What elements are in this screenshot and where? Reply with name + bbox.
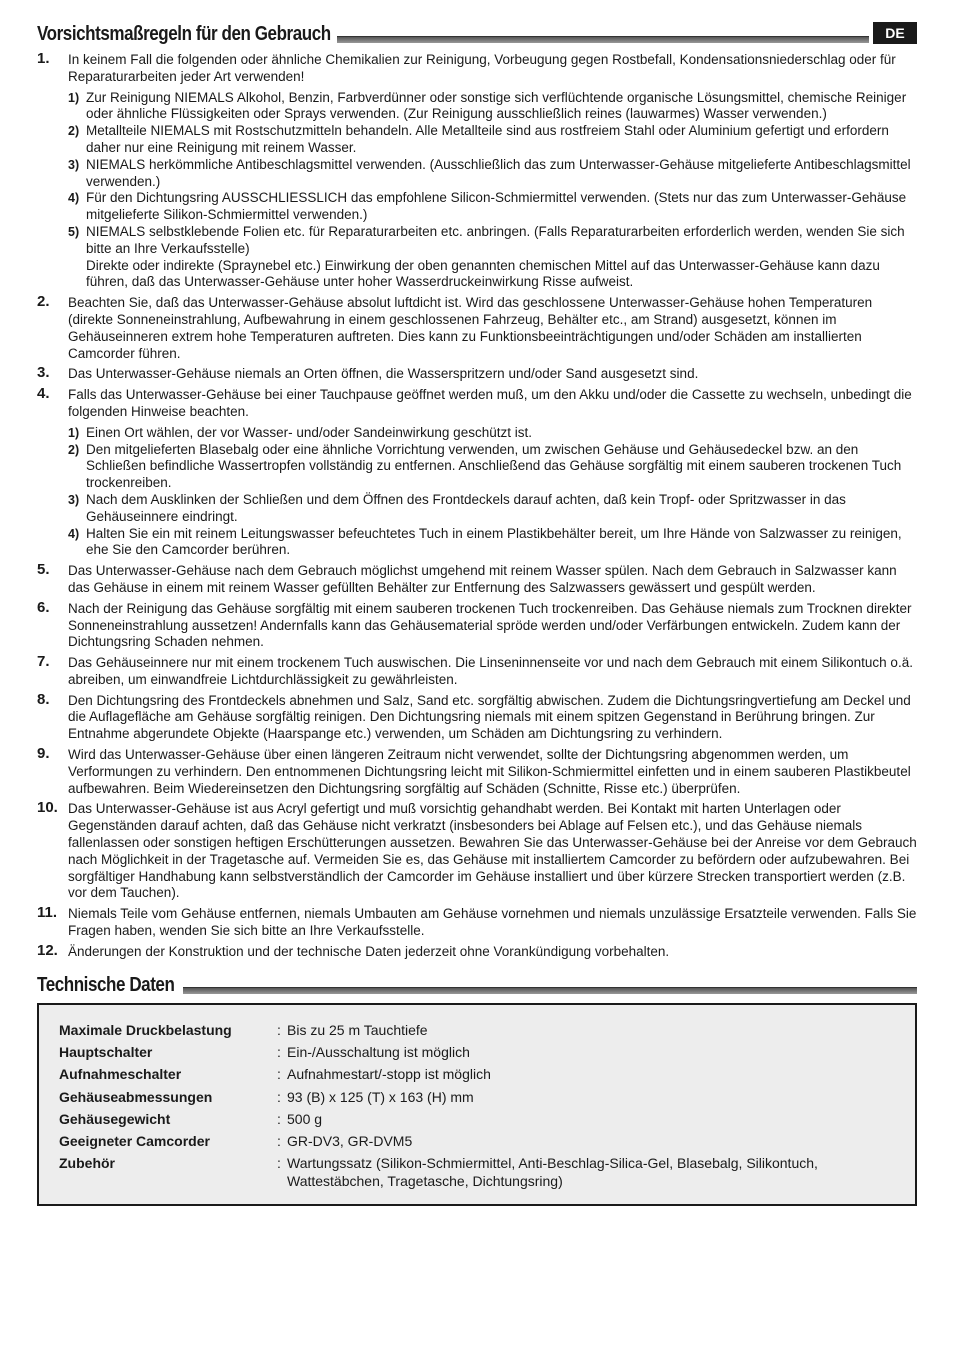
sub-item <box>68 425 917 442</box>
spec-row <box>59 1108 895 1130</box>
spec-value: Wartungssatz (Silikon-Schmiermittel, Anti-Beschlag-Silica-Gel, Blasebalg, Silikontuch, Wattestäbchen, Tragetasche, Dichtungsring) <box>287 1155 818 1190</box>
item-number: 4. <box>37 385 50 403</box>
spec-value-cell <box>277 1086 895 1108</box>
list-item <box>37 690 917 743</box>
spec-separator: : <box>277 1021 281 1038</box>
spec-value-cell <box>277 1063 895 1085</box>
sub-item-number: 4) <box>68 191 80 206</box>
list-item <box>37 563 917 597</box>
sub-item <box>68 123 917 157</box>
specs-table <box>37 1003 917 1207</box>
spec-row <box>59 1152 895 1192</box>
item-text: Das Unterwasser-Gehäuse nach dem Gebrauch möglichst umgehend mit reinem Wasser spülen. Nach dem Gebrauch in Salzwasser kann das Gehäuse in einem mit reinem Wasser gefüllten Behälter zur Entfernung des Salzwassers gewässert und gespült werden. <box>68 563 897 595</box>
spec-label: Zubehör <box>59 1155 115 1172</box>
spec-separator: : <box>277 1043 281 1060</box>
spec-label: Maximale Druckbelastung <box>59 1021 232 1038</box>
sub-item <box>68 90 917 124</box>
spec-value-cell <box>277 1041 895 1063</box>
sub-item-text: Metallteile NIEMALS mit Rostschutzmitteln behandeln. Alle Metallteile sind aus rostfreiem Stahl oder Aluminium gefertigt und erfordern daher nur eine Reinigung mit reinem Wasser. <box>86 123 889 155</box>
sub-item-text: NIEMALS herkömmliche Antibeschlagsmittel verwenden. (Ausschließlich das zum Unterwasser-Gehäuse mitgelieferte Antibeschlagsmittel verwenden.) <box>86 156 911 189</box>
sub-item <box>68 157 917 191</box>
spec-row <box>59 1063 895 1085</box>
spec-value: Aufnahmestart/-stopp ist möglich <box>287 1066 491 1083</box>
item-text: Wird das Unterwasser-Gehäuse über einen längeren Zeitraum nicht verwendet, sollte der Dichtungsring abgenommen werden, um Verformungen zu verhindern. Den entnommenen Dichtungsring leicht mit Silikon-Schmiermittel einfetten und in einem sauberen Plastikbeutel aufbewahren. Beim Wiedereinsetzen den Dichtungsring sorgfältig auf Schäden (Schnitte, Risse etc.) überprüfen. <box>68 747 911 796</box>
item-text: Nach der Reinigung das Gehäuse sorgfältig mit einem sauberen trockenen Tuch trockenreiben. Das Gehäuse niemals zum Trocknen direkter Sonneneinstrahlung aussetzen! Andernfalls kann das Gehäusematerial spröde werden und/oder Verfärbungen entwickeln. Zudem kann der Dichtungsring Schaden nehmen. <box>68 600 912 650</box>
sub-item-number: 2) <box>68 124 80 139</box>
spec-value: Ein-/Ausschaltung ist möglich <box>287 1043 470 1060</box>
precautions-title: Vorsichtsmaßregeln für den Gebrauch <box>37 23 331 45</box>
item-text: Das Unterwasser-Gehäuse ist aus Acryl gefertigt und muß vorsichtig gehandhabt werden. Bei Kontakt mit harten Unterlagen oder Gegenständen darauf achten, daß das Gehäuse nicht verkratzt (insbesonders bei Ablage auf Felsen etc.), und das Gehäuse niemals fallenlassen oder sonstigen heftigen Erschütterungen aussetzen. Bewahren Sie das Unterwasser-Gehäuse bei der Anreise vor dem Gebrauch nach Möglichkeit in der Tragetasche auf. Vermeiden Sie es, das Gehäuse mit installiertem Camcorder zu befördern oder aufzubewahren. Bei sorgfältiger Handhabung kann selbstverständlich der Camcorder im Gehäuse installiert und über kürzere Strecken transportiert werden (z.B. vor dem Tauchen). <box>68 801 917 901</box>
item-number: 1. <box>37 50 50 67</box>
spec-label: Hauptschalter <box>59 1043 153 1060</box>
spec-value-cell <box>277 1019 895 1041</box>
list-item <box>37 655 917 689</box>
sub-item <box>68 492 917 526</box>
item-text: In keinem Fall die folgenden oder ähnliche Chemikalien zur Reinigung, Vorbeugung gegen Rostbefall, Kondensationsniederschlag oder für Reparaturarbeiten jeder Art verwenden! <box>68 52 896 84</box>
sub-item-number: 3) <box>68 492 80 507</box>
sub-item-number: 3) <box>68 157 80 172</box>
item-text: Den Dichtungsring des Frontdeckels abnehmen und Salz, Sand etc. sorgfältig abwischen. Zudem die Dichtungsringvertiefung am Deckel und die Auflagefläche am Gehäuse sorgfältig reinigen. Den Dichtungsring niemals mit einem spitzen Gegenstand in Berührung bringen. Zur Entnahme abgerundete Objekte (Haarspange etc.) verwenden, um Schäden am Dichtungsring zu verhindern. <box>68 692 911 742</box>
specs-heading <box>37 973 917 997</box>
heading-rule <box>337 36 869 43</box>
spec-value: 93 (B) x 125 (T) x 163 (H) mm <box>287 1088 474 1105</box>
spec-row <box>59 1086 895 1108</box>
item-number: 9. <box>37 745 50 763</box>
spec-label: Gehäuseabmessungen <box>59 1088 213 1105</box>
precautions-list <box>37 52 917 961</box>
item-text: Niemals Teile vom Gehäuse entfernen, niemals Umbauten am Gehäuse vornehmen und niemals unzulässige Ersatzteile verwenden. Falls Sie Fragen haben, wenden Sie sich bitte an Ihre Verkaufsstelle. <box>68 906 917 939</box>
item-text: Das Unterwasser-Gehäuse niemals an Orten öffnen, die Wasserspritzern und/oder Sand ausgesetzt sind. <box>68 366 699 382</box>
list-item <box>37 52 917 291</box>
precautions-heading <box>37 22 869 46</box>
sub-item-text: Für den Dichtungsring AUSSCHLIESSLICH das empfohlene Silicon-Schmiermittel verwenden. (Stets nur das zum Unterwasser-Gehäuse mitgelieferte Silikon-Schmiermittel verwenden.) <box>86 190 907 223</box>
sub-item-text: Den mitgelieferten Blasebalg oder eine ähnliche Vorrichtung verwenden, um zwischen Gehäuse und Gehäusedeckel bzw. an den Schließen befindliche Wassertropfen vollständig zu entfernen. Anschließend das Gehäuse sorgfältig mit einem sauberen trockenen Tuch trockenreiben. <box>86 441 902 491</box>
item-text: Beachten Sie, daß das Unterwasser-Gehäuse absolut luftdicht ist. Wird das geschlossene Unterwasser-Gehäuse hohen Temperaturen (direkte Sonneneinstrahlung, Aufbewahrung in einem geschlossenen Fahrzeug, Behälter etc., am Strand) ausgesetzt, können im Gehäuseinneren extrem hohe Temperaturen auftreten. Dies kann zu Funktionsbeeinträchtigungen und/oder Schäden am installierten Camcorder führen. <box>68 295 873 361</box>
item-number: 8. <box>37 690 50 708</box>
spec-value-cell <box>277 1152 895 1192</box>
list-item <box>37 747 917 797</box>
list-item <box>37 801 917 902</box>
spec-separator: : <box>277 1110 281 1127</box>
spec-value-cell <box>277 1108 895 1130</box>
item-text: Falls das Unterwasser-Gehäuse bei einer Tauchpause geöffnet werden muß, um den Akku und/oder die Cassette zu wechseln, unbedingt die folgenden Hinweise beachten. <box>68 387 912 419</box>
item-number: 10. <box>37 799 58 817</box>
language-badge: DE <box>873 22 917 44</box>
spec-row <box>59 1019 895 1041</box>
sub-item <box>68 442 917 492</box>
sub-item-text: NIEMALS selbstklebende Folien etc. für Reparaturarbeiten etc. anbringen. (Falls Reparaturarbeiten erforderlich werden, wenden Sie sich bitte an Ihre Verkaufsstelle) <box>86 223 905 256</box>
item-text: Das Gehäuseinnere nur mit einem trockenem Tuch auswischen. Die Linseninnenseite vor und nach dem Gebrauch mit einem Silikontuch o.ä. abreiben, um einwandfreie Lichtdurchlässigkeit zu gewährleisten. <box>68 655 913 687</box>
spec-label: Aufnahmeschalter <box>59 1066 182 1083</box>
spec-row <box>59 1041 895 1063</box>
list-item <box>37 941 917 961</box>
sub-item-text: Zur Reinigung NIEMALS Alkohol, Benzin, Farbverdünner oder sonstige sich verflüchtende organische Lösungsmittel, chemische Reiniger oder ähnliche Flüssigkeiten oder Sprays verwenden. (Zur Reinigung ausschließlich reines (lauwarmes) Wasser verwenden.) <box>86 89 907 122</box>
sub-item <box>68 526 917 560</box>
list-item <box>37 598 917 651</box>
item-text: Änderungen der Konstruktion und der technische Daten jederzeit ohne Vorankündigung vorbehalten. <box>68 943 670 959</box>
item-number: 2. <box>37 293 50 311</box>
spec-separator: : <box>277 1155 281 1172</box>
item-number: 11. <box>37 904 58 922</box>
item-number: 3. <box>37 364 50 382</box>
manual-page <box>37 22 917 1206</box>
heading-rule <box>183 987 917 994</box>
specs-title: Technische Daten <box>37 973 175 996</box>
item-number: 7. <box>37 653 50 671</box>
sub-item-number: 1) <box>68 90 80 105</box>
list-item <box>37 906 917 940</box>
spec-value: GR-DV3, GR-DVM5 <box>287 1133 413 1150</box>
item-number: 6. <box>37 598 50 616</box>
sub-list <box>68 425 917 559</box>
spec-value-cell <box>277 1130 895 1152</box>
spec-separator: : <box>277 1133 281 1150</box>
sub-item-number: 5) <box>68 224 80 239</box>
sub-item-text: Nach dem Ausklinken der Schließen und dem Öffnen des Frontdeckels darauf achten, daß kein Tropf- oder Spritzwasser in das Gehäuseinnere eindringt. <box>86 491 846 524</box>
item-number: 12. <box>37 941 58 959</box>
spec-value: Bis zu 25 m Tauchtiefe <box>287 1021 428 1038</box>
spec-separator: : <box>277 1066 281 1083</box>
list-item <box>37 366 917 383</box>
sub-item-text: Einen Ort wählen, der vor Wasser- und/oder Sandeinwirkung geschützt ist. <box>86 424 532 440</box>
sub-item-number: 1) <box>68 425 80 440</box>
sub-item-number: 2) <box>68 442 80 457</box>
spec-label: Geeigneter Camcorder <box>59 1133 210 1150</box>
list-item <box>37 295 917 362</box>
spec-separator: : <box>277 1088 281 1105</box>
spec-row <box>59 1130 895 1152</box>
sub-item <box>68 224 917 291</box>
spec-value: 500 g <box>287 1110 323 1127</box>
item-number: 5. <box>37 561 50 579</box>
sub-item-number: 4) <box>68 526 80 541</box>
sub-list <box>68 90 917 292</box>
sub-item <box>68 190 917 224</box>
sub-item-text: Halten Sie ein mit reinem Leitungswasser befeuchtetes Tuch in einem Plastikbehälter bereit, um Ihre Hände von Salzwasser zu reinigen, ehe Sie den Camcorder berühren. <box>86 525 902 558</box>
spec-label: Gehäusegewicht <box>59 1110 171 1127</box>
list-item <box>37 387 917 559</box>
sub-item-note: Direkte oder indirekte (Spraynebel etc.) Einwirkung der oben genannten chemischen Mittel auf das Unterwasser-Gehäuse kann dazu führen, daß das Unterwasser-Gehäuse unter hoher Wasserdruckeinwirkung Risse aufweist. <box>86 257 880 290</box>
